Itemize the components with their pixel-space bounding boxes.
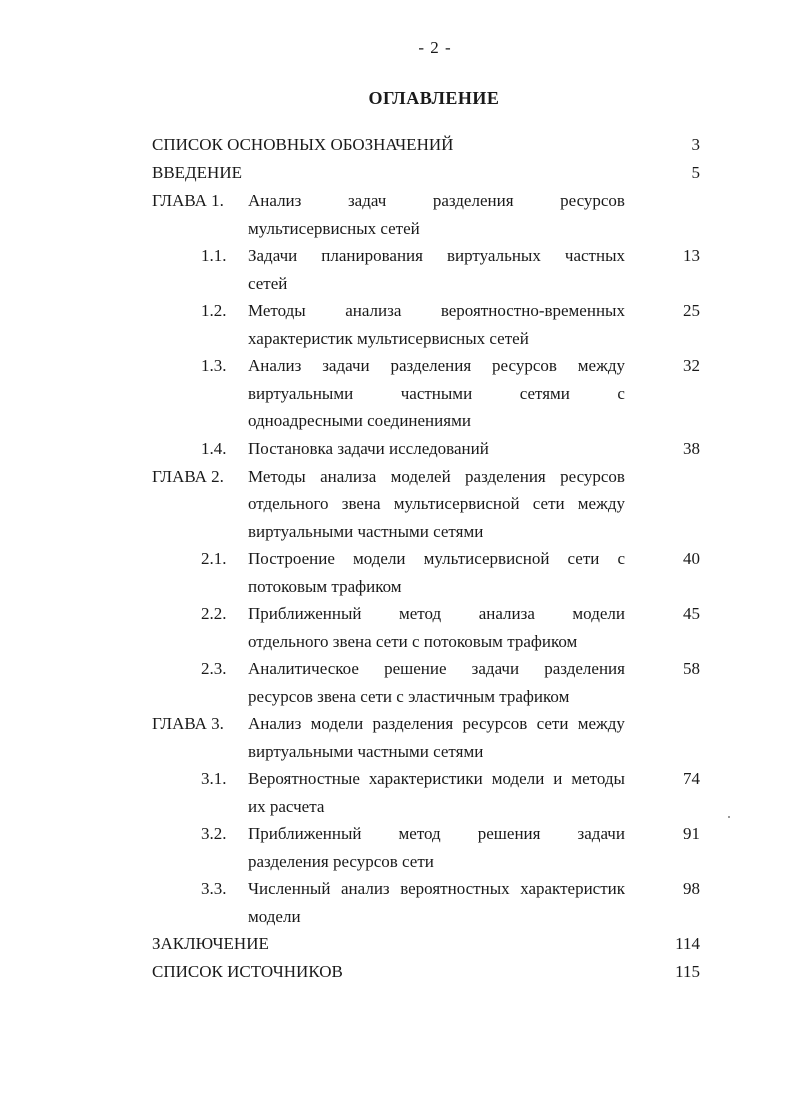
toc-word: планирования (321, 246, 423, 265)
toc-page-3-1: 74 (683, 769, 700, 788)
toc-section-3-3-title-cont[interactable]: модели (248, 907, 301, 926)
toc-chapter-3-title-cont[interactable]: виртуальными частными сетями (248, 742, 484, 761)
toc-section-1-2-number: 1.2. (201, 301, 227, 320)
toc-word: Построение (248, 549, 335, 568)
toc-word: ресурсов (492, 356, 557, 375)
toc-page-abbreviations: 3 (691, 135, 700, 154)
toc-entry-conclusion[interactable]: ЗАКЛЮЧЕНИЕ (152, 934, 269, 953)
toc-section-1-3-number: 1.3. (201, 356, 227, 375)
toc-word: разделения (390, 356, 472, 375)
toc-entry-references[interactable]: СПИСОК ИСТОЧНИКОВ (152, 962, 343, 981)
toc-word: задачи (577, 824, 625, 843)
toc-section-1-3-title-cont[interactable] (248, 384, 625, 404)
toc-word: мультисервисной (423, 549, 550, 568)
toc-word: Методы (248, 467, 306, 486)
toc-page-1-3: 32 (683, 356, 700, 375)
toc-section-3-1-title[interactable] (248, 769, 625, 789)
toc-word: и (553, 769, 563, 788)
toc-word: сети (567, 549, 600, 568)
toc-chapter-2-title-cont2[interactable]: виртуальными частными сетями (248, 522, 484, 541)
toc-page-1-2: 25 (683, 301, 700, 320)
toc-word: задач (347, 191, 387, 210)
toc-page-conclusion: 114 (675, 934, 700, 953)
toc-section-1-4-title[interactable]: Постановка задачи исследований (248, 439, 489, 458)
toc-word: ресурсов (560, 467, 625, 486)
toc-word: между (577, 356, 625, 375)
toc-section-1-1-title[interactable] (248, 246, 625, 266)
toc-section-2-3-title-cont[interactable]: ресурсов звена сети с эластичным трафиком (248, 687, 570, 706)
toc-word: разделения (432, 191, 514, 210)
toc-word: модели (352, 549, 406, 568)
toc-section-1-1-title-cont[interactable]: сетей (248, 274, 288, 293)
toc-word: Задачи (248, 246, 298, 265)
toc-word: Вероятностные (248, 769, 360, 788)
page-number: - 2 - (418, 38, 452, 57)
toc-section-3-2-title[interactable] (248, 824, 625, 844)
toc-chapter-3-title[interactable] (248, 714, 625, 734)
toc-page-1-4: 38 (683, 439, 700, 458)
toc-word: мультисервисной (393, 494, 520, 513)
toc-word: с (617, 384, 625, 403)
toc-chapter-1-number: ГЛАВА 1. (152, 191, 224, 210)
toc-word: Численный (248, 879, 331, 898)
toc-word: с (617, 549, 625, 568)
toc-section-2-2-number: 2.2. (201, 604, 227, 623)
toc-chapter-1-title[interactable] (248, 191, 625, 211)
toc-word: частных (564, 246, 625, 265)
toc-section-1-1-number: 1.1. (201, 246, 227, 265)
toc-word: частными (400, 384, 473, 403)
toc-word: между (577, 494, 625, 513)
toc-section-1-3-title-cont2[interactable]: одноадресными соединениями (248, 411, 471, 430)
toc-chapter-1-title-cont[interactable]: мультисервисных сетей (248, 219, 420, 238)
toc-section-2-2-title[interactable] (248, 604, 625, 624)
toc-section-3-3-title[interactable] (248, 879, 625, 899)
toc-word: Анализ (248, 356, 302, 375)
toc-word: сети (532, 494, 565, 513)
toc-word: анализа (345, 301, 402, 320)
toc-word: виртуальными (248, 384, 354, 403)
toc-section-1-3-title[interactable] (248, 356, 625, 376)
toc-word: анализа (320, 467, 377, 486)
toc-chapter-2-title-cont[interactable] (248, 494, 625, 514)
toc-section-3-2-number: 3.2. (201, 824, 227, 843)
toc-page-2-3: 58 (683, 659, 700, 678)
toc-section-1-2-title[interactable] (248, 301, 625, 321)
toc-word: вероятностных (400, 879, 510, 898)
toc-word: методы (571, 769, 625, 788)
toc-word: модели (491, 769, 545, 788)
toc-word: разделения (372, 714, 454, 733)
toc-chapter-2-title[interactable] (248, 467, 625, 487)
toc-word: между (577, 714, 625, 733)
toc-word: вероятностно-временных (440, 301, 625, 320)
toc-section-2-3-title[interactable] (248, 659, 625, 679)
toc-word: отдельного (248, 494, 329, 513)
toc-word: модели (310, 714, 364, 733)
toc-word: ресурсов (560, 191, 625, 210)
toc-page-references: 115 (675, 962, 700, 981)
toc-section-2-2-title-cont[interactable]: отдельного звена сети с потоковым трафиком (248, 632, 578, 651)
toc-word: Анализ (248, 714, 302, 733)
toc-entry-introduction[interactable]: ВВЕДЕНИЕ (152, 163, 242, 182)
toc-section-3-1-title-cont[interactable]: их расчета (248, 797, 325, 816)
toc-page-2-2: 45 (683, 604, 700, 623)
toc-page-2-1: 40 (683, 549, 700, 568)
toc-word: характеристики (368, 769, 483, 788)
toc-word: Методы (248, 301, 306, 320)
toc-section-2-1-number: 2.1. (201, 549, 227, 568)
toc-word: задачи (471, 659, 520, 678)
toc-page-3-2: 91 (683, 824, 700, 843)
toc-section-2-1-title-cont[interactable]: потоковым трафиком (248, 577, 402, 596)
toc-word: задачи (322, 356, 370, 375)
toc-word: характеристик (520, 879, 625, 898)
toc-word: сети (536, 714, 569, 733)
toc-word: Аналитическое (248, 659, 359, 678)
toc-word: Анализ (248, 191, 302, 210)
toc-word: ресурсов (462, 714, 528, 733)
toc-word: анализа (478, 604, 535, 623)
toc-chapter-3-number: ГЛАВА 3. (152, 714, 224, 733)
toc-word: звена (341, 494, 381, 513)
page-title: ОГЛАВЛЕНИЕ (368, 88, 500, 108)
toc-section-3-3-number: 3.3. (201, 879, 227, 898)
toc-word: моделей (390, 467, 451, 486)
toc-word: Приближенный (248, 824, 362, 843)
toc-word: разделения (465, 467, 546, 486)
toc-word: Приближенный (248, 604, 362, 623)
toc-word: решения (477, 824, 541, 843)
toc-section-2-3-number: 2.3. (201, 659, 227, 678)
toc-page-introduction: 5 (691, 163, 700, 182)
toc-word: разделения (544, 659, 625, 678)
toc-section-3-1-number: 3.1. (201, 769, 227, 788)
toc-word: виртуальных (447, 246, 541, 265)
toc-word: решение (384, 659, 447, 678)
toc-word: метод (399, 604, 442, 623)
toc-word: сетями (519, 384, 570, 403)
toc-word: метод (398, 824, 441, 843)
toc-page-1-1: 13 (683, 246, 700, 265)
toc-page-3-3: 98 (683, 879, 700, 898)
toc-word: анализ (341, 879, 390, 898)
toc-entry-abbreviations[interactable]: СПИСОК ОСНОВНЫХ ОБОЗНАЧЕНИЙ (152, 135, 454, 154)
toc-section-3-2-title-cont[interactable]: разделения ресурсов сети (248, 852, 434, 871)
toc-section-2-1-title[interactable] (248, 549, 625, 569)
toc-section-1-4-number: 1.4. (201, 439, 227, 458)
toc-word: модели (572, 604, 625, 623)
scan-speck (728, 816, 730, 818)
toc-chapter-2-number: ГЛАВА 2. (152, 467, 224, 486)
toc-section-1-2-title-cont[interactable]: характеристик мультисервисных сетей (248, 329, 529, 348)
